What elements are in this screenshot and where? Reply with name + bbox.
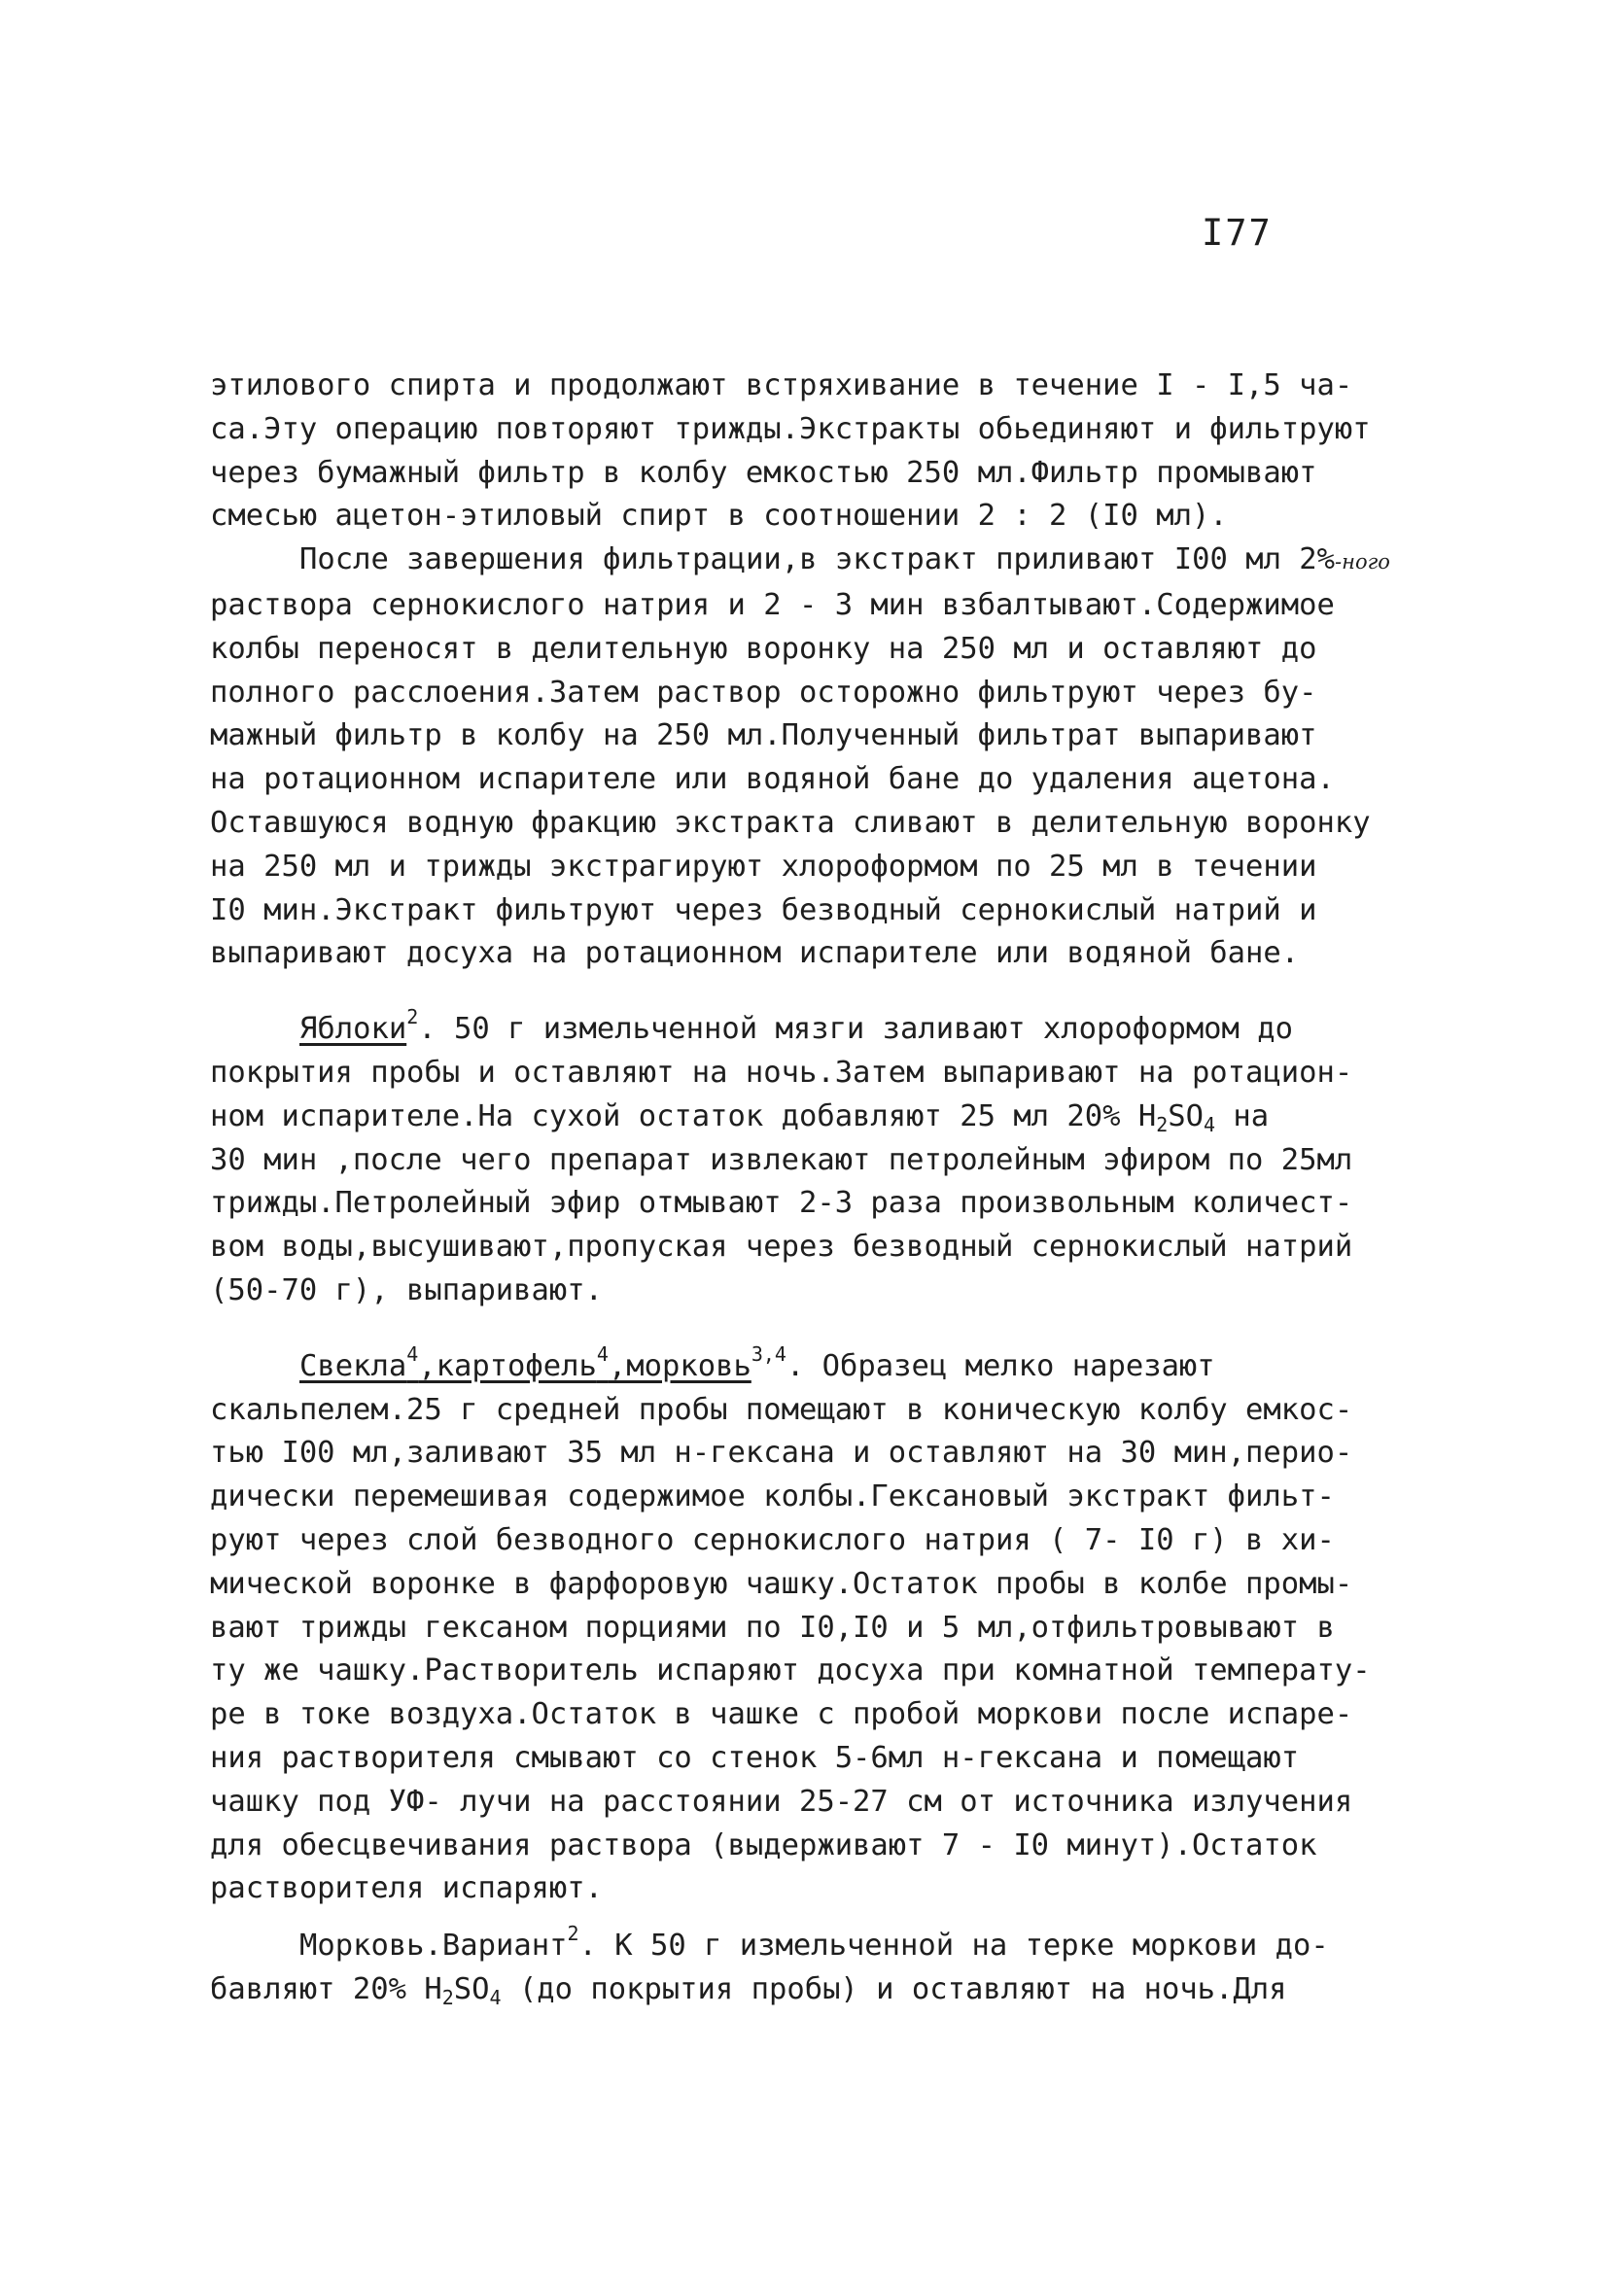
text-line: мической воронке в фарфоровую чашку.Остаток пробы в колбе промы- <box>210 1566 1353 1601</box>
text-fragment: Свекла <box>299 1348 407 1383</box>
text-line <box>210 1968 1415 2012</box>
text-fragment: . 50 г измельченной мязги заливают хлороформом до <box>418 1012 1293 1047</box>
text-line: растворителя испаряют. <box>210 1871 603 1906</box>
text-line: скальпелем.25 г средней пробы помещают в коническую колбу емкос- <box>210 1392 1353 1427</box>
subscript: 2 <box>1156 1112 1169 1136</box>
text-line: покрытия пробы и оставляют на ночь.Затем выпаривают на ротацион- <box>210 1055 1353 1090</box>
text-line: (50-70 г), выпаривают. <box>210 1272 603 1307</box>
text-line: тью I00 мл,заливают 35 мл н-гексана и оставляют на 30 мин,перио- <box>210 1436 1353 1471</box>
text-fragment: ном испарителе.На сухой остаток добавляют 25 мл 20% H <box>210 1098 1157 1133</box>
text-line: мажный фильтр в колбу на 250 мл.Полученный фильтрат выпаривают <box>210 718 1317 753</box>
footnote-ref: 2 <box>406 1005 419 1029</box>
footnote-ref: 2 <box>567 1922 579 1946</box>
text-line: руют через слой безводного сернокислого натрия ( 7- I0 г) в хи- <box>210 1522 1335 1557</box>
text-fragment: ,морковь <box>608 1348 751 1383</box>
section-heading-line <box>210 1341 1415 1389</box>
text-line: ту же чашку.Растворитель испаряют досуха при комнатной температу- <box>210 1653 1371 1688</box>
footnote-ref: 4 <box>596 1341 609 1366</box>
text-line: на 250 мл и трижды экстрагируют хлороформом по 25 мл в течении <box>210 849 1317 884</box>
document-text <box>210 365 1415 2012</box>
text-fragment: (до покрытия пробы) и оставляют на ночь.Для <box>501 1971 1287 2006</box>
text-line: раствора сернокислого натрия и 2 - 3 мин взбалтывают.Содержимое <box>210 587 1335 622</box>
text-line: полного расслоения.Затем раствор осторожно фильтруют через бу- <box>210 675 1317 710</box>
text-fragment: Морковь.Вариант <box>299 1929 568 1964</box>
text-fragment: SO <box>1168 1098 1204 1133</box>
text-line: ре в токе воздуха.Остаток в чашке с пробой моркови после испаре- <box>210 1697 1353 1732</box>
text-line: дически перемешивая содержимое колбы.Гексановый экстракт фильт- <box>210 1479 1335 1514</box>
subscript: 4 <box>489 1985 502 2009</box>
text-fragment: ,картофель <box>418 1348 597 1383</box>
text-line: этилового спирта и продолжают встряхивание в течение I - I,5 ча- <box>210 368 1353 402</box>
text-line: ния растворителя смывают со стенок 5-6мл н-гексана и помещают <box>210 1740 1300 1775</box>
text-line: колбы переносят в делительную воронку на 250 мл и оставляют до <box>210 631 1317 666</box>
text-fragment: бавляют 20% H <box>210 1971 442 2006</box>
footnote-ref: 4 <box>406 1341 419 1366</box>
text-line <box>210 1096 1415 1139</box>
text-line: трижды.Петролейный эфир отмывают 2-3 раза произвольным количест- <box>210 1186 1353 1221</box>
text-line: вом воды,высушивают,пропуская через безводный сернокислый натрий <box>210 1230 1353 1265</box>
text-fragment: . К 50 г измельченной на терке моркови до- <box>578 1929 1329 1964</box>
text-line: через бумажный фильтр в колбу емкостью 250 мл.Фильтр промывают <box>210 455 1317 490</box>
text-line: Оставшуюся водную фракцию экстракта сливают в делительную воронку <box>210 805 1371 840</box>
section-title-vegetables <box>299 1341 751 1383</box>
text-fragment: SO <box>453 1971 490 2006</box>
text-line: I0 мин.Экстракт фильтруют через безводный сернокислый натрий и <box>210 892 1317 927</box>
text-fragment: на <box>1215 1098 1270 1133</box>
footnote-ref: 3,4 <box>751 1341 786 1366</box>
text-line: смесью ацетон-этиловый спирт в соотношении 2 : 2 (I0 мл). <box>210 499 1228 534</box>
section-title-apples: Яблоки <box>299 1012 407 1047</box>
page-number: I77 <box>1202 212 1273 254</box>
handwritten-note: -ного <box>1335 550 1390 574</box>
text-line: 30 мин ,после чего препарат извлекают петролейным эфиром по 25мл <box>210 1142 1353 1177</box>
text-fragment: . Образец мелко нарезают <box>786 1348 1215 1383</box>
text-line: вают трижды гексаном порциями по I0,I0 и 5 мл,отфильтровывают в <box>210 1610 1335 1645</box>
text-fragment: После завершения фильтрации,в экстракт приливают I00 мл 2% <box>299 542 1336 577</box>
section-heading-line <box>210 1005 1415 1052</box>
text-line: для обесцвечивания раствора (выдерживают 7 - I0 минут).Остаток <box>210 1827 1317 1862</box>
subscript: 4 <box>1204 1112 1216 1136</box>
subscript: 2 <box>441 1985 454 2009</box>
text-line: выпаривают досуха на ротационном испарителе или водяной бане. <box>210 936 1300 971</box>
text-line: чашку под УФ- лучи на расстоянии 25-27 см от источника излучения <box>210 1784 1353 1819</box>
section-heading-line <box>210 1922 1415 1968</box>
text-line <box>210 539 1415 584</box>
text-line: на ротационном испарителе или водяной бане до удаления ацетона. <box>210 762 1335 797</box>
text-line: са.Эту операцию повторяют трижды.Экстракты обьединяют и фильтруют <box>210 411 1371 446</box>
